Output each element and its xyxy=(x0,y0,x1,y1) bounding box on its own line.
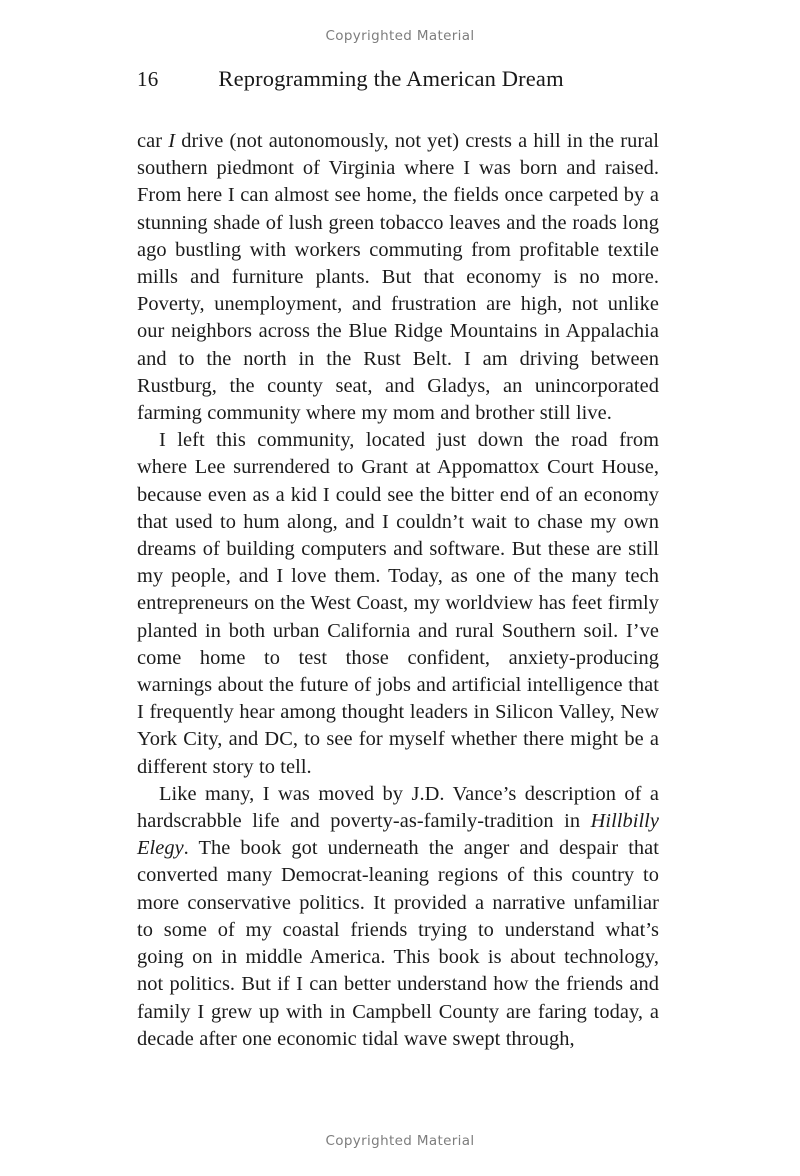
running-head xyxy=(137,66,659,96)
italic-text-run: I xyxy=(168,130,176,152)
text-run: I left this community, located just down the road from where Lee surrendered to Grant at Appomattox Court House, because even as a kid I could see the bitter end of an economy that used to hum along, and I couldn’t wait to chase my own dreams of building computers and software. But these are still my people, and I love them. Today, as one of the many tech entrepreneurs on the West Coast, my worldview has feet firmly planted in both urban California and rural Southern soil. I’ve come home to test those confident, anxiety-producing warnings about the future of jobs and artificial intelligence that I frequently hear among thought leaders in Silicon Valley, New York City, and DC, to see for myself whether there might be a different story to tell. xyxy=(137,429,659,778)
text-run: car xyxy=(137,130,169,152)
page-number: 16 xyxy=(137,67,159,91)
copyright-watermark-bottom: Copyrighted Material xyxy=(325,1133,475,1149)
italic-text-run: Hillbilly Elegy xyxy=(137,810,659,860)
text-run: . The book got underneath the anger and despair that converted many Democrat-leaning regions of this country to more conservative politics. It provided a narrative unfamiliar to some of my coastal friends trying to understand what’s going on in middle America. This book is about technology, not politics. But if I can better understand how the friends and family I grew up with in Campbell County are faring today, a decade after one economic tidal wave swept through, xyxy=(137,837,659,1050)
running-head-title: Reprogramming the American Dream xyxy=(218,66,564,91)
body-paragraph xyxy=(137,781,659,1053)
copyright-watermark-top: Copyrighted Material xyxy=(325,28,475,44)
text-run: drive (not autonomously, not yet) crests a hill in the rural southern piedmont of Virginia where I was born and raised. From here I can almost see home, the fields once carpeted by a stunning shade of lush green tobacco leaves and the roads long ago bustling with workers commuting from profitable textile mills and furniture plants. But that economy is no more. Poverty, unemployment, and frustration are high, not unlike our neighbors across the Blue Ridge Mountains in Appalachia and to the north in the Rust Belt. I am driving between Rustburg, the county seat, and Gladys, an unincorporated farming community where my mom and brother still live. xyxy=(137,130,659,425)
body-paragraph xyxy=(137,128,659,427)
body-paragraph xyxy=(137,427,659,781)
body-text-block xyxy=(137,128,659,1053)
text-run: Like many, I was moved by J.D. Vance’s description of a hardscrabble life and poverty-as-family-tradition in xyxy=(137,782,659,833)
